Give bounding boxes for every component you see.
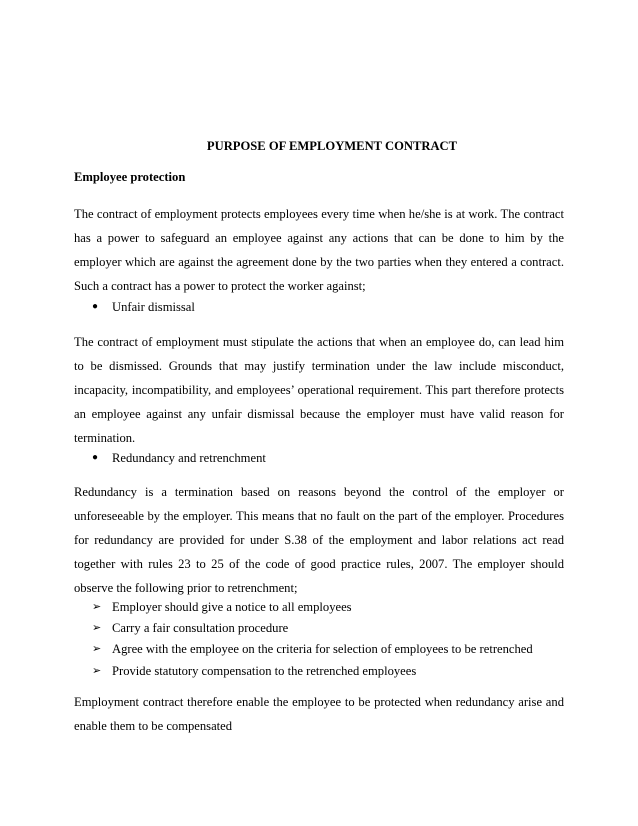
bullet-item-redundancy [92,448,266,468]
document-title: PURPOSE OF EMPLOYMENT CONTRACT [206,139,458,153]
closing-paragraph: Employment contract therefore enable the employee to be protected when redundancy arise and enable them to be compensated [74,695,564,733]
dismissal-paragraph: The contract of employment must stipulate the actions that when an employee do, can lead him to be dismissed. Grounds that may justify termination under the law include misconduct, incapacity, incompatibility, and employees’ operational requirement. This part therefore protects an employee against any unfair dismissal because the employer must have valid reason for termination. [74,335,564,445]
bullet-item-unfair-dismissal [92,297,195,317]
bullet-label: Redundancy and retrenchment [112,451,266,465]
list-item-label: Agree with the employee on the criteria for selection of employees to be retrenched [112,642,533,656]
intro-paragraph: The contract of employment protects employees every time when he/she is at work. The contract has a power to safeguard an employee against any actions that can be done to him by the employer which are against the agreement done by the two parties when they entered a contract. Such a contract has a power to protect the worker against; [74,207,564,293]
list-item [92,597,352,617]
section-heading: Employee protection [74,170,186,184]
list-item [92,618,288,638]
list-item-label: Carry a fair consultation procedure [112,621,289,635]
list-item-label: Provide statutory compensation to the retrenched employees [112,664,417,678]
redundancy-paragraph: Redundancy is a termination based on reasons beyond the control of the employer or unforeseeable by the employer. This means that no fault on the part of the employer. Procedures for redundancy are provided for under S.38 of the employment and labor relations act read together with rules 23 to 25 of the code of good practice rules, 2007. The employer should observe the following prior to retrenchment; [74,485,564,595]
arrow-bullet-icon: ➢ [92,664,102,677]
bullet-label: Unfair dismissal [112,300,195,314]
arrow-bullet-icon: ➢ [92,600,102,613]
bullet-dot-icon: ● [92,301,99,312]
bullet-dot-icon: ● [92,452,99,463]
arrow-bullet-icon: ➢ [92,642,102,655]
list-item [92,639,533,659]
list-item [92,661,416,681]
list-item-label: Employer should give a notice to all employees [112,600,352,614]
arrow-bullet-icon: ➢ [92,621,102,634]
